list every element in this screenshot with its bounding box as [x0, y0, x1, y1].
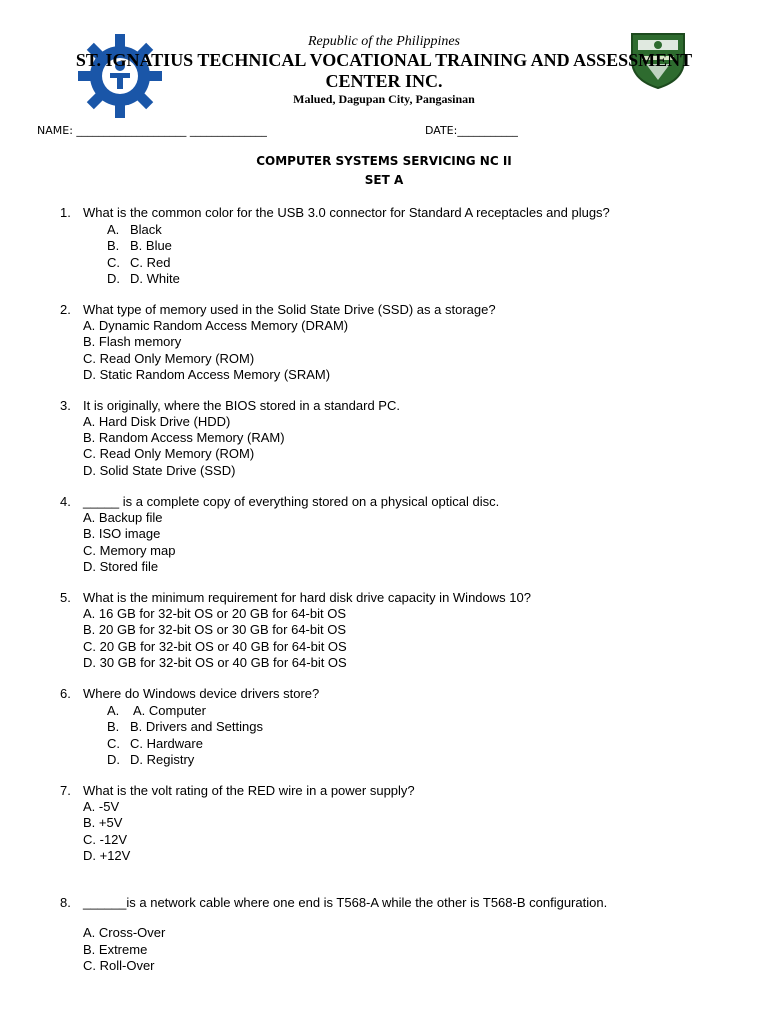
school-name — [0, 50, 768, 92]
question-3-option-c[interactable]: C. Read Only Memory (ROM) — [83, 446, 255, 461]
question-3-number: 3. — [60, 398, 71, 413]
question-5-option-c[interactable]: C. 20 GB for 32-bit OS or 40 GB for 64-bit OS — [83, 639, 347, 654]
school-name-line2: CENTER INC. — [325, 71, 443, 91]
question-1-option-b-letter: B. — [107, 238, 120, 253]
question-2-option-d[interactable]: D. Static Random Access Memory (SRAM) — [83, 367, 331, 382]
name-field[interactable]: NAME: ____________________ ______________ — [37, 124, 267, 137]
question-6-option-d-letter: D. — [107, 752, 120, 767]
question-7-text: What is the volt rating of the RED wire in a power supply? — [83, 783, 415, 798]
question-2-option-a[interactable]: A. Dynamic Random Access Memory (DRAM) — [83, 318, 349, 333]
question-2-text: What type of memory used in the Solid State Drive (SSD) as a storage? — [83, 302, 496, 317]
question-5-option-a[interactable]: A. 16 GB for 32-bit OS or 20 GB for 64-bit OS — [83, 606, 347, 621]
republic-label: Republic of the Philippines — [307, 34, 461, 49]
question-1-option-b[interactable]: B. Blue — [130, 238, 172, 253]
question-5-option-d[interactable]: D. 30 GB for 32-bit OS or 40 GB for 64-bit OS — [83, 655, 347, 670]
question-8-number: 8. — [60, 895, 71, 910]
question-4-option-d[interactable]: D. Stored file — [83, 559, 159, 574]
question-2-number: 2. — [60, 302, 71, 317]
question-6-option-c-letter: C. — [107, 736, 120, 751]
question-6-option-b[interactable]: B. Drivers and Settings — [130, 719, 263, 734]
question-7-option-a[interactable]: A. -5V — [83, 799, 120, 814]
question-7-option-c[interactable]: C. -12V — [83, 832, 128, 847]
school-address: Malued, Dagupan City, Pangasinan — [293, 92, 475, 106]
question-3-option-a[interactable]: A. Hard Disk Drive (HDD) — [83, 414, 231, 429]
question-2-option-b[interactable]: B. Flash memory — [83, 334, 182, 349]
question-6-option-a-letter: A. — [107, 703, 120, 718]
question-3-text: It is originally, where the BIOS stored in a standard PC. — [83, 398, 400, 413]
question-1-text: What is the common color for the USB 3.0 connector for Standard A receptacles and plugs? — [83, 205, 610, 220]
date-field[interactable]: DATE:___________ — [425, 124, 518, 137]
question-6-option-a[interactable]: A. Computer — [133, 703, 206, 718]
question-6-option-b-letter: B. — [107, 719, 120, 734]
question-2-option-c[interactable]: C. Read Only Memory (ROM) — [83, 351, 255, 366]
question-1-option-a[interactable]: Black — [130, 222, 162, 237]
question-7-option-b[interactable]: B. +5V — [83, 815, 123, 830]
question-1-option-d[interactable]: D. White — [130, 271, 180, 286]
question-3-option-d[interactable]: D. Solid State Drive (SSD) — [83, 463, 236, 478]
question-1-option-a-letter: A. — [107, 222, 120, 237]
question-6-text: Where do Windows device drivers store? — [83, 686, 320, 701]
exam-set: SET A — [364, 173, 404, 187]
question-5-text: What is the minimum requirement for hard disk drive capacity in Windows 10? — [83, 590, 531, 605]
question-1-option-c-letter: C. — [107, 255, 120, 270]
question-1-option-c[interactable]: C. Red — [130, 255, 171, 270]
question-5-number: 5. — [60, 590, 71, 605]
question-8-option-a[interactable]: A. Cross-Over — [83, 925, 166, 940]
question-3-option-b[interactable]: B. Random Access Memory (RAM) — [83, 430, 285, 445]
question-8-text: ______is a network cable where one end is T568-A while the other is T568-B configuration. — [83, 895, 608, 910]
question-4-number: 4. — [60, 494, 71, 509]
question-4-option-c[interactable]: C. Memory map — [83, 543, 176, 558]
question-6-number: 6. — [60, 686, 71, 701]
question-1-number: 1. — [60, 205, 71, 220]
question-6-option-d[interactable]: D. Registry — [130, 752, 195, 767]
question-7-option-d[interactable]: D. +12V — [83, 848, 131, 863]
question-7-number: 7. — [60, 783, 71, 798]
exam-title: COMPUTER SYSTEMS SERVICING NC II — [256, 154, 512, 168]
question-4-option-b[interactable]: B. ISO image — [83, 526, 161, 541]
question-8-option-b[interactable]: B. Extreme — [83, 942, 148, 957]
question-6-option-c[interactable]: C. Hardware — [130, 736, 203, 751]
question-8-option-c[interactable]: C. Roll-Over — [83, 958, 155, 973]
question-5-option-b[interactable]: B. 20 GB for 32-bit OS or 30 GB for 64-bit OS — [83, 622, 347, 637]
question-4-option-a[interactable]: A. Backup file — [83, 510, 163, 525]
question-4-text: _____ is a complete copy of everything stored on a physical optical disc. — [83, 494, 500, 509]
question-1-option-d-letter: D. — [107, 271, 120, 286]
school-name-line1: ST. IGNATIUS TECHNICAL VOCATIONAL TRAINING AND ASSESSMENT — [75, 50, 693, 70]
